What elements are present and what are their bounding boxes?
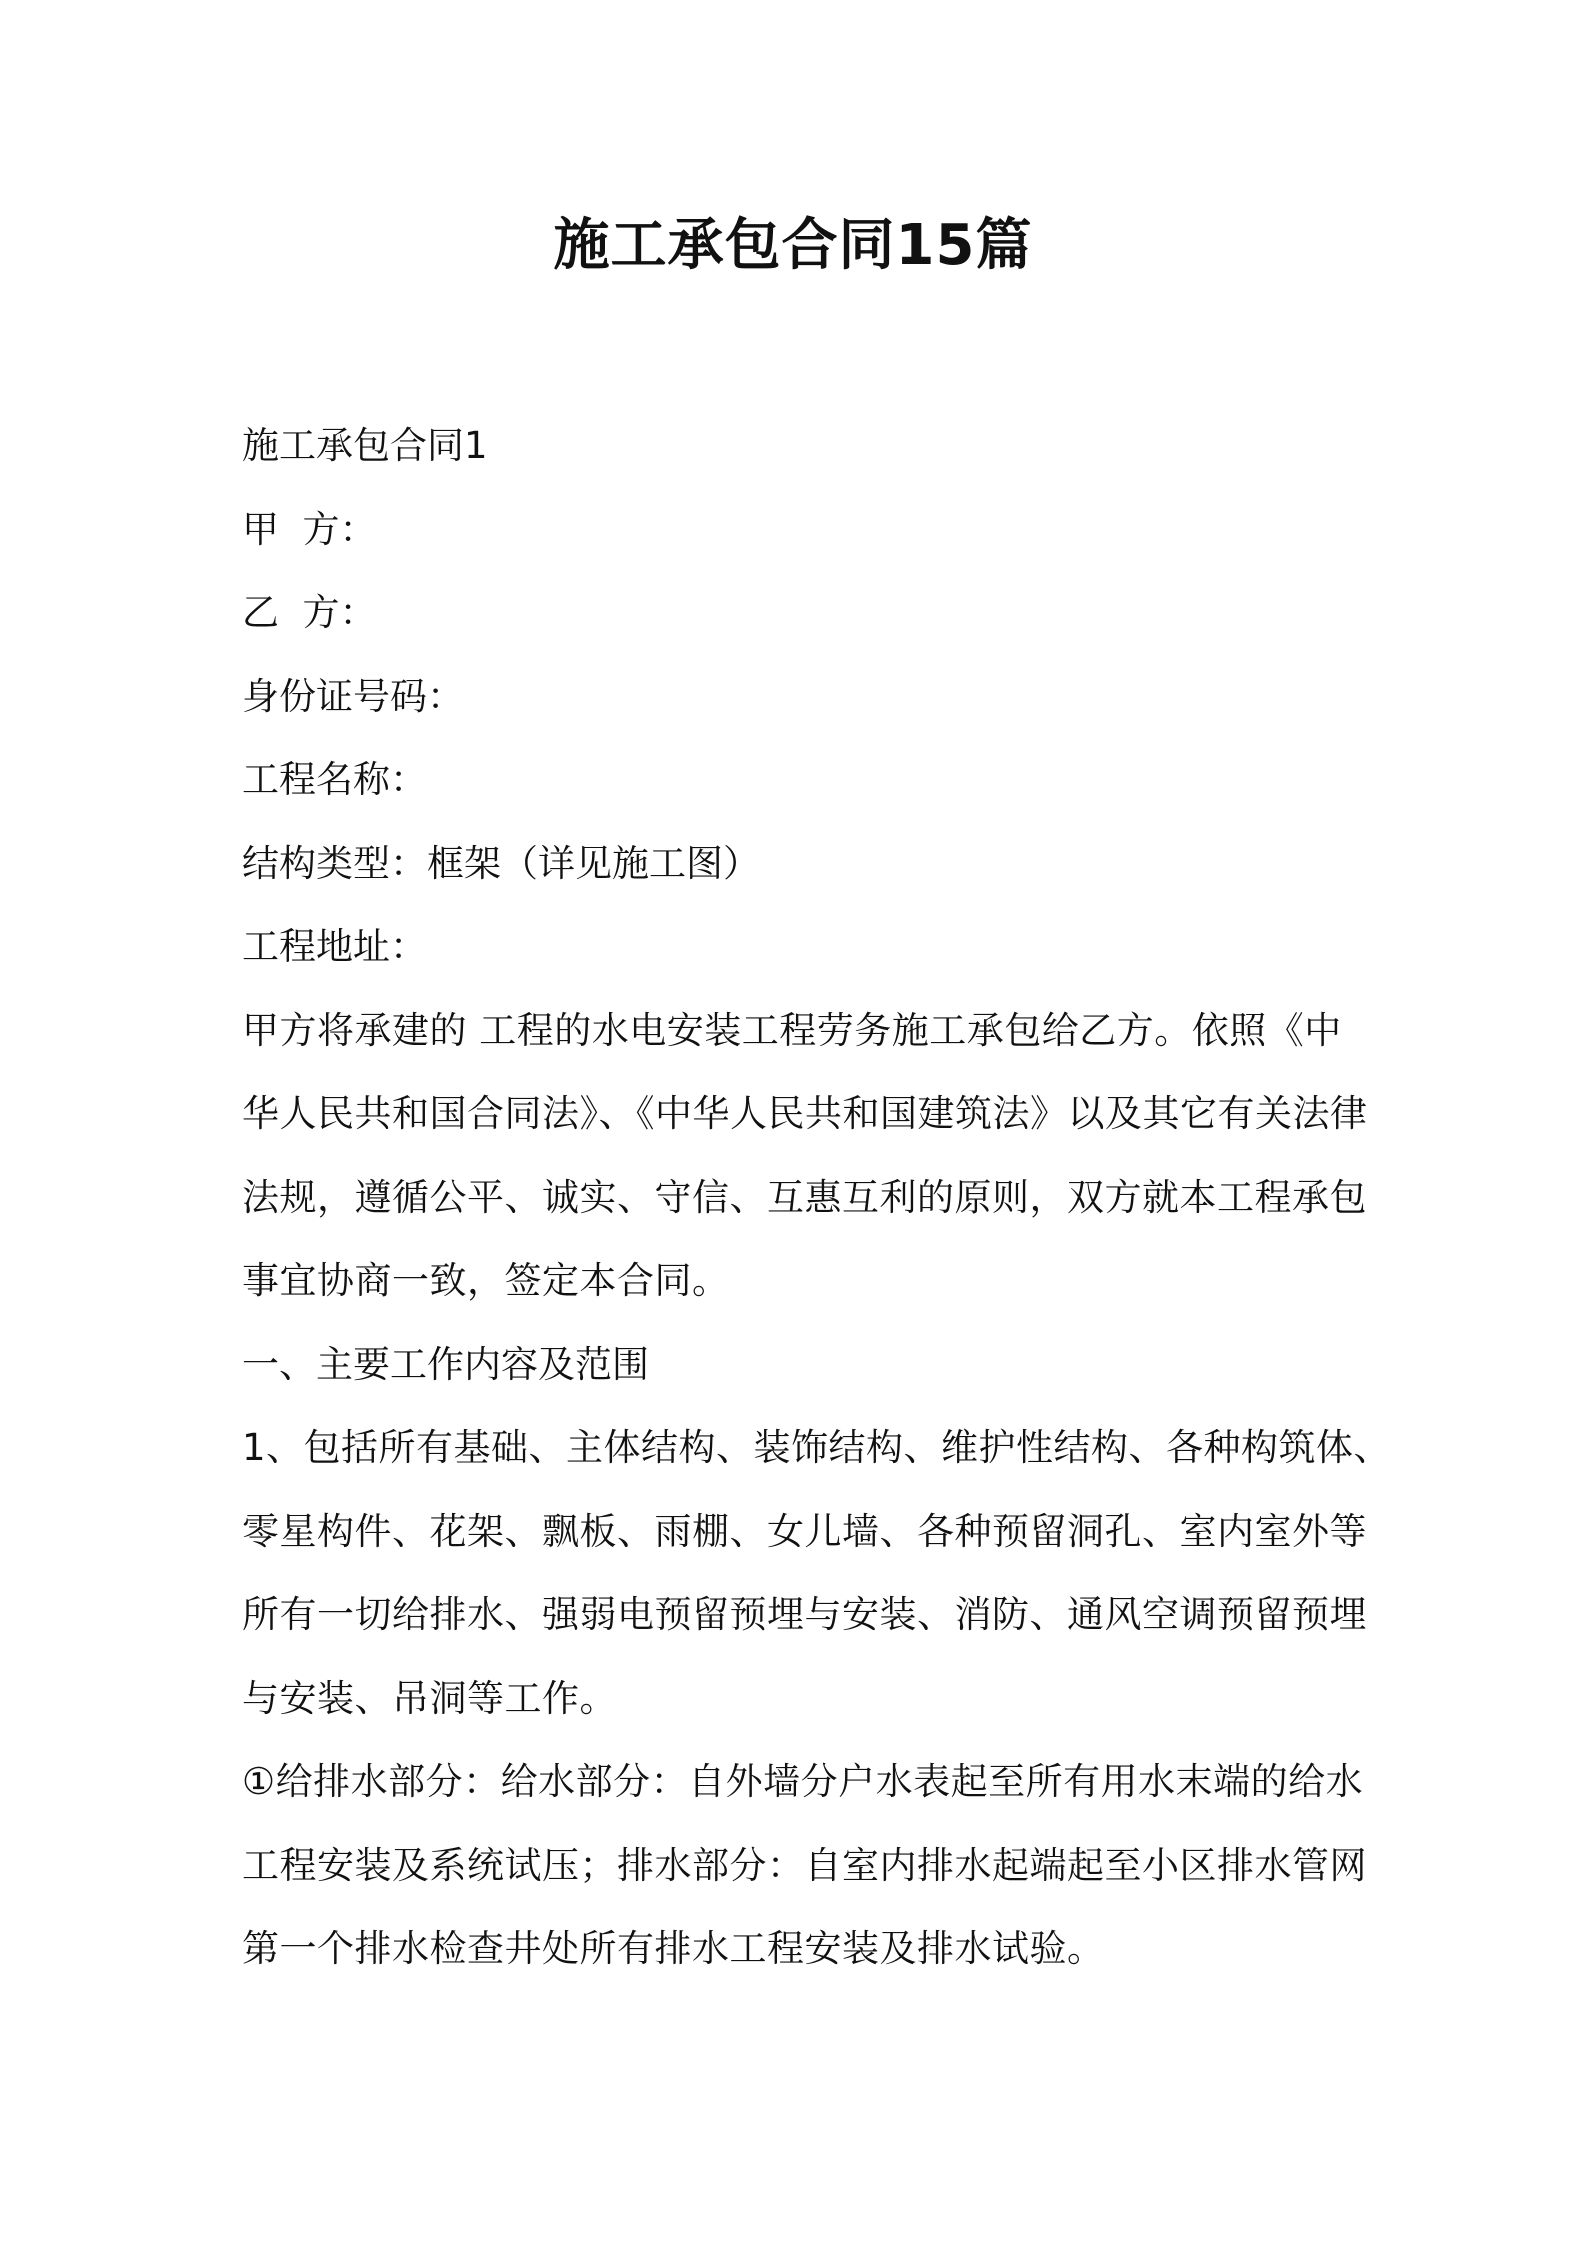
- field-project-name: 工程名称：: [242, 758, 427, 801]
- paragraph-line: 甲方将承建的 工程的水电安装工程劳务施工承包给乙方。依照《中: [242, 1008, 1342, 1052]
- paragraph-line: 所有一切给排水、强弱电预留预埋与安装、消防、通风空调预留预埋: [242, 1593, 1367, 1636]
- paragraph-line: 1、包括所有基础、主体结构、装饰结构、维护性结构、各种构筑体、: [242, 1426, 1392, 1469]
- field-structure-type: 结构类型：框架（详见施工图）: [242, 841, 760, 885]
- subtitle-contract-1: 施工承包合同1: [242, 424, 488, 467]
- document-title: 施工承包合同15篇: [553, 213, 1033, 278]
- paragraph-line: 与安装、吊洞等工作。: [242, 1676, 617, 1720]
- field-party-b: 乙 方：: [242, 591, 377, 634]
- paragraph-line: 工程安装及系统试压；排水部分：自室内排水起端起至小区排水管网: [242, 1843, 1367, 1887]
- paragraph-line: ①给排水部分：给水部分：自外墙分户水表起至所有用水末端的给水: [242, 1760, 1364, 1803]
- paragraph-line: 事宜协商一致，签定本合同。: [242, 1259, 730, 1302]
- document-body: [242, 404, 1392, 1991]
- paragraph-line: 法规，遵循公平、诚实、守信、互惠互利的原则，双方就本工程承包: [242, 1175, 1367, 1219]
- paragraph-line: 零星构件、花架、飘板、雨棚、女儿墙、各种预留洞孔、室内室外等: [242, 1509, 1367, 1553]
- section-heading-1: 一、主要工作内容及范围: [242, 1342, 649, 1386]
- paragraph-line: 第一个排水检查井处所有排水工程安装及排水试验。: [242, 1927, 1105, 1970]
- field-project-address: 工程地址：: [242, 925, 427, 968]
- field-id-number: 身份证号码：: [242, 674, 464, 718]
- paragraph-line: 华人民共和国合同法》、《中华人民共和国建筑法》以及其它有关法律: [242, 1092, 1368, 1135]
- field-party-a: 甲 方：: [242, 507, 377, 551]
